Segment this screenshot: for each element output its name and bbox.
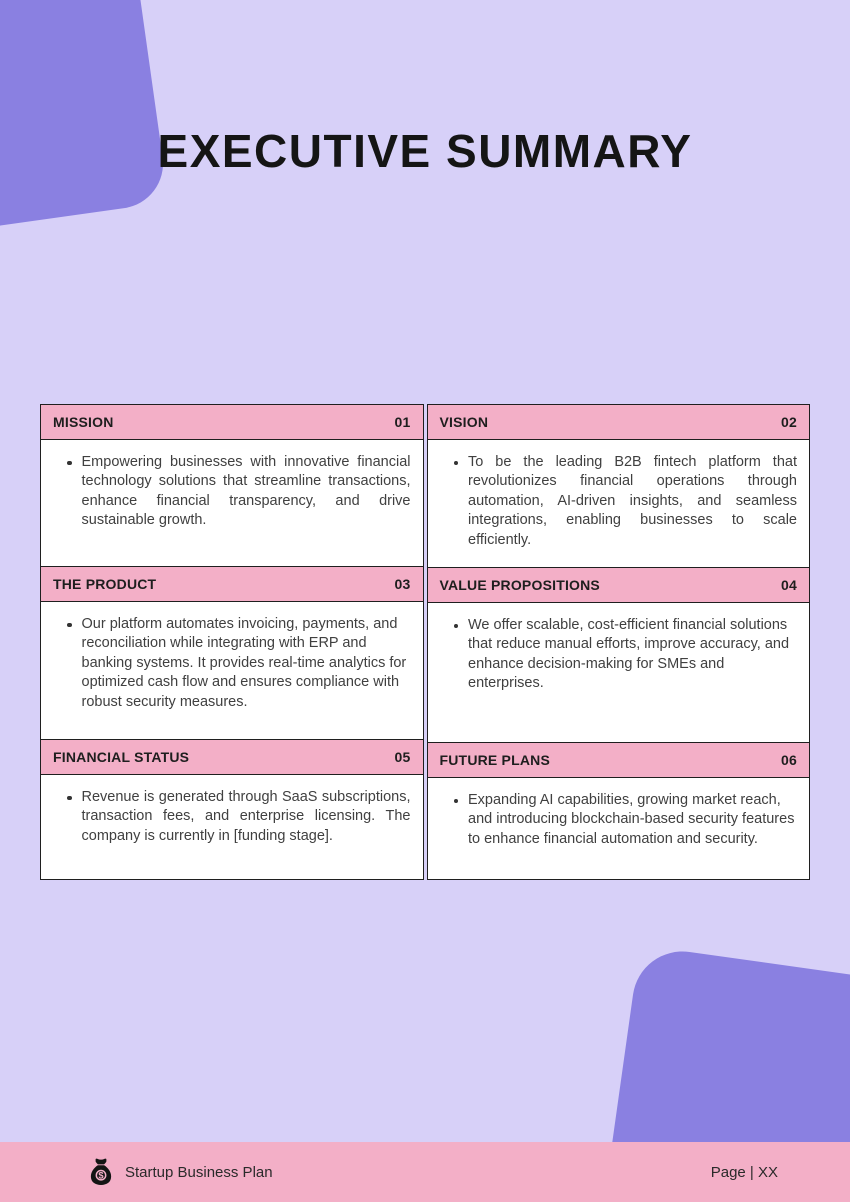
section-value-propositions xyxy=(427,569,811,744)
section-label: VISION xyxy=(439,414,489,430)
bullet-dot xyxy=(67,623,72,628)
page-title: EXECUTIVE SUMMARY xyxy=(157,125,693,177)
money-bag-icon xyxy=(86,1157,116,1187)
section-label: THE PRODUCT xyxy=(53,576,157,592)
section-vision xyxy=(427,404,811,569)
section-text: To be the leading B2B fintech platform that revolutionizes financial operations through automation, AI-driven insights, and seamless integrations, enabling businesses to scale efficiently. xyxy=(468,453,797,548)
section-header-vision xyxy=(427,404,811,440)
section-mission xyxy=(40,404,424,568)
section-text: We offer scalable, cost-efficient financial solutions that reduce manual efforts, improve accuracy, and enhance decision-making for SMEs and enterprises. xyxy=(468,616,790,691)
section-text: Our platform automates invoicing, payments, and reconciliation while integrating with ERP and banking systems. It provides real-time analytics for optimized cash flow and ensures compliance with robust security measures. xyxy=(81,615,407,710)
bullet-dot xyxy=(454,799,459,804)
summary-column-right xyxy=(427,404,811,880)
section-text: Empowering businesses with innovative financial technology solutions that streamline transactions, enhance financial transparency, and drive sustainable growth. xyxy=(81,453,411,528)
section-label: FUTURE PLANS xyxy=(439,752,551,768)
section-body-the-product xyxy=(40,601,424,741)
page-footer xyxy=(0,1142,850,1202)
section-future-plans xyxy=(427,744,811,880)
section-header-value-propositions xyxy=(427,567,811,603)
bullet-dot xyxy=(67,796,72,801)
section-number: 06 xyxy=(781,752,797,768)
section-label: VALUE PROPOSITIONS xyxy=(439,577,600,593)
section-header-the-product xyxy=(40,566,424,602)
bullet-dot xyxy=(454,461,459,466)
section-body-value-propositions xyxy=(427,602,811,744)
section-header-future-plans xyxy=(427,742,811,778)
section-number: 04 xyxy=(781,577,797,593)
section-header-mission xyxy=(40,404,424,440)
svg-text:$: $ xyxy=(98,1170,104,1181)
footer-brand xyxy=(86,1157,273,1187)
section-the-product xyxy=(40,568,424,741)
decor-shape-top-left xyxy=(0,0,169,232)
footer-brand-label: Startup Business Plan xyxy=(125,1163,273,1181)
section-body-mission xyxy=(40,439,424,568)
section-text: Expanding AI capabilities, growing market reach, and introducing blockchain-based security features to enhance financial automation and security. xyxy=(468,791,795,847)
section-financial-status xyxy=(40,741,424,880)
section-number: 05 xyxy=(394,749,411,765)
section-label: MISSION xyxy=(53,414,114,430)
bullet-dot xyxy=(454,624,459,629)
section-body-future-plans xyxy=(427,777,811,880)
footer-page-number: Page | XX xyxy=(710,1163,778,1181)
summary-grid xyxy=(40,404,810,880)
section-number: 02 xyxy=(781,414,797,430)
section-body-financial-status xyxy=(40,774,424,880)
section-text: Revenue is generated through SaaS subscriptions, transaction fees, and enterprise licensing. The company is currently in [funding stage]. xyxy=(81,788,411,844)
section-number: 01 xyxy=(394,414,411,430)
section-number: 03 xyxy=(394,576,411,592)
section-body-vision xyxy=(427,439,811,569)
summary-column-left xyxy=(40,404,424,880)
section-label: FINANCIAL STATUS xyxy=(53,749,190,765)
section-header-financial-status xyxy=(40,739,424,775)
bullet-dot xyxy=(67,461,72,466)
